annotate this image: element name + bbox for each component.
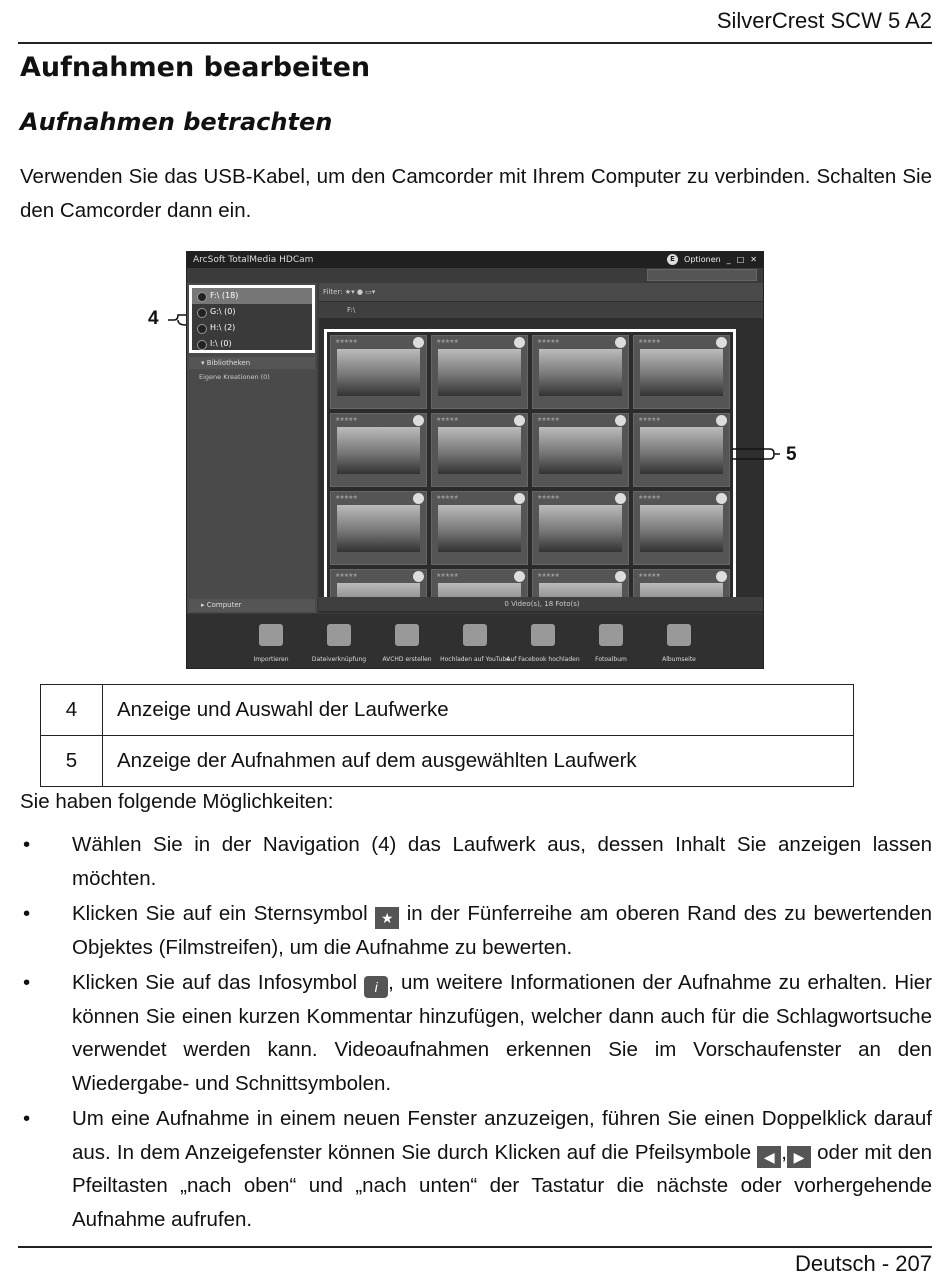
album-page-tool: Albumseite [648, 624, 710, 669]
photo-thumbnail: ★★★★★ [532, 491, 629, 565]
page-header: SilverCrest SCW 5 A2 [716, 8, 932, 33]
software-screenshot [186, 251, 764, 669]
filter-bar: Filter: ★▾ ● ▭▾ [319, 283, 764, 301]
legend-number: 4 [41, 685, 103, 736]
photo-thumbnail: ★★★★★ [330, 569, 427, 603]
avchd-tool: AVCHD erstellen [376, 624, 438, 669]
search-input [647, 269, 757, 281]
next-arrow-icon: ▶ [787, 1146, 811, 1168]
action-toolbar [187, 614, 763, 669]
callout-4-bracket [166, 312, 190, 328]
photo-thumbnail: ★★★★★ [330, 335, 427, 409]
options-heading: Sie haben folgende Möglichkeiten: [20, 790, 334, 813]
subsection-title: Aufnahmen betrachten [20, 108, 333, 136]
close-icon: ✕ [750, 255, 757, 264]
list-item: • Klicken Sie auf ein Sternsymbol ★ in der Fünferreihe am oberen Rand des zu bewertenden Objektes (Filmstreifen), um die Aufnahme zu bewerten. [20, 897, 932, 964]
list-item: • Klicken Sie auf das Infosymbol i , um weitere Informationen der Aufnahme zu erhalten. Hier können Sie einen kurzen Kommentar hinzufügen, welcher dann auch für die Schlagwortsuche verwendet werden kann. Videoaufnahmen erkennen Sie im Vorschaufenster an den Wiedergabe- und Schnittsymbolen. [20, 966, 932, 1100]
callout-5-bracket [730, 446, 782, 462]
maximize-icon: □ [736, 255, 745, 264]
legend-row [41, 685, 854, 736]
photo-album-tool: Fotoalbum [580, 624, 642, 669]
app-titlebar [187, 252, 763, 268]
legend-text: Anzeige der Aufnahmen auf dem ausgewählten Laufwerk [103, 736, 854, 787]
minimize-icon: _ [726, 255, 731, 264]
thumbnail-grid [324, 329, 736, 603]
photo-thumbnail: ★★★★★ [633, 491, 730, 565]
drive-item: I:\ (0) [192, 336, 312, 352]
path-label: F:\ [347, 306, 356, 314]
drive-item: G:\ (0) [192, 304, 312, 320]
section-title: Aufnahmen bearbeiten [20, 52, 371, 83]
drive-list [189, 285, 315, 353]
header-rule [18, 42, 932, 44]
photo-album-icon [599, 624, 623, 646]
star-icon: ★ [375, 907, 399, 929]
photo-thumbnail: ★★★★★ [431, 569, 528, 603]
status-bar: 0 Video(s), 18 Foto(s) [319, 597, 764, 611]
photo-thumbnail: ★★★★★ [431, 335, 528, 409]
file-link-icon [327, 624, 351, 646]
options-list [20, 828, 932, 1238]
photo-thumbnail: ★★★★★ [330, 413, 427, 487]
photo-thumbnail: ★★★★★ [330, 491, 427, 565]
libraries-header: ▾ Bibliotheken [189, 357, 315, 369]
window-controls [667, 254, 757, 265]
info-icon: i [364, 976, 388, 998]
facebook-tool: Auf Facebook hochladen [512, 624, 574, 669]
list-item: • Um eine Aufnahme in einem neuen Fenster anzuzeigen, führen Sie einen Doppelklick darauf aus. In dem Anzeigefenster können Sie durch Klicken auf die Pfeilsymbole ◀ , ▶ oder mit den Pfeiltasten „nach oben“ und „nach unten“ der Tastatur die nächste oder vorhergehende Aufnahme aufrufen. [20, 1102, 932, 1236]
facebook-icon [531, 624, 555, 646]
legend-number: 5 [41, 736, 103, 787]
import-icon [259, 624, 283, 646]
legend-row [41, 736, 854, 787]
import-tool: Importieren [240, 624, 302, 669]
photo-thumbnail: ★★★★★ [633, 335, 730, 409]
list-item: • Wählen Sie in der Navigation (4) das Laufwerk aus, dessen Inhalt Sie anzeigen lassen möchten. [20, 828, 932, 895]
drive-item: F:\ (18) [192, 288, 312, 304]
photo-thumbnail: ★★★★★ [633, 569, 730, 603]
path-bar [319, 302, 764, 318]
photo-thumbnail: ★★★★★ [431, 413, 528, 487]
youtube-icon [463, 624, 487, 646]
previous-arrow-icon: ◀ [757, 1146, 781, 1168]
own-creations-item: Eigene Kreationen (0) [199, 373, 270, 381]
page-footer: Deutsch - 207 [795, 1251, 932, 1276]
filter-label: Filter: [323, 288, 343, 296]
photo-thumbnail: ★★★★★ [532, 335, 629, 409]
youtube-tool: Hochladen auf YouTube [444, 624, 506, 669]
photo-thumbnail: ★★★★★ [532, 569, 629, 603]
photo-thumbnail: ★★★★★ [633, 413, 730, 487]
photo-thumbnail: ★★★★★ [431, 491, 528, 565]
media-pane [319, 283, 764, 613]
album-page-icon [667, 624, 691, 646]
photo-thumbnail: ★★★★★ [532, 413, 629, 487]
intro-paragraph: Verwenden Sie das USB-Kabel, um den Camcorder mit Ihrem Computer zu verbinden. Schalten Sie den Camcorder dann ein. [20, 165, 932, 222]
file-link-tool: Dateiverknüpfung [308, 624, 370, 669]
disc-icon [395, 624, 419, 646]
callout-5: 5 [786, 444, 797, 465]
legend-text: Anzeige und Auswahl der Laufwerke [103, 685, 854, 736]
options-label: Optionen [684, 255, 721, 264]
footer-rule [18, 1246, 932, 1248]
callout-4: 4 [148, 308, 159, 329]
app-title: ArcSoft TotalMedia HDCam [193, 255, 314, 265]
drive-item: H:\ (2) [192, 320, 312, 336]
legend-table [40, 684, 854, 787]
computer-header: ▸ Computer [189, 599, 315, 612]
options-badge: E [667, 254, 678, 265]
